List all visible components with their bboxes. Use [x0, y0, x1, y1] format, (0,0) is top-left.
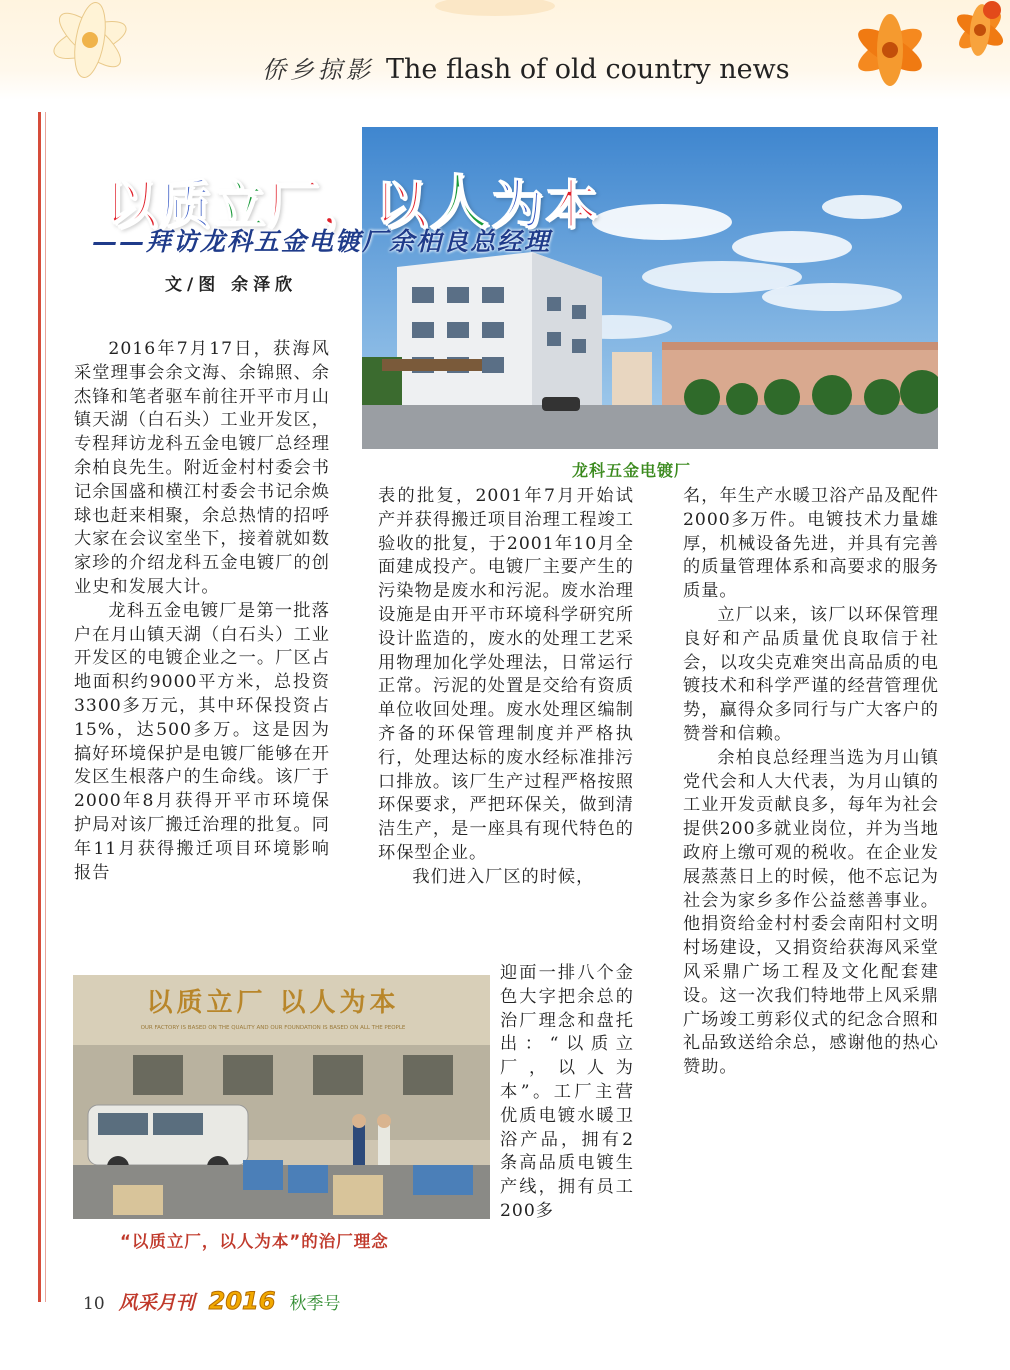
title-char: 本: [545, 176, 600, 236]
issue-year: 2016: [208, 1287, 276, 1315]
page-number: 10: [83, 1294, 105, 1314]
title-char: 为: [491, 176, 546, 236]
section-header: [262, 50, 790, 84]
article-column-1: [74, 338, 330, 885]
left-margin-rule: [38, 112, 41, 1302]
paragraph: 2016年7月17日，获海风采堂理事会余文海、余锦照、余杰锋和笔者驱车前往开平市月山镇天湖（白石头）工业开发区，专程拜访龙科五金电镀厂总经理余柏良先生。附近金村村委会书记余国盛和横江村委会书记余焕球也赶来相聚，余总热情的招呼大家在会议室坐下，接着就如数家珍的介绍龙科五金电镀厂的创业史和发展大计。: [74, 339, 330, 597]
article-column-3: [683, 485, 939, 1080]
article-byline: 文/图 余泽欣: [165, 275, 298, 295]
paragraph: 我们进入厂区的时候，: [412, 866, 595, 887]
paragraph: 龙科五金电镀厂是第一批落户在月山镇天湖（白石头）工业开发区的电镀企业之一。厂区占地面积约9000平方米，总投资3300多万元，其中环保投资占15%，达500多万。这是因为搞好环境保护是电镀厂能够在开发区生根落户的生命线。该厂于2000年8月获得开平市环境保护局对该厂搬迁治理的批复。同年11月获得搬迁项目环境影响报告: [74, 600, 330, 883]
magazine-name: 风采月刊: [118, 1292, 195, 1314]
factory-photo-caption: 龙科五金电镀厂: [572, 461, 692, 480]
paragraph: 迎面一排八个金色大字把余总的治厂理念和盘托出：“以质立厂，以人为本”。工厂主营优质电镀水暖卫浴产品，拥有2条高品质电镀生产线，拥有员工200多: [500, 963, 634, 1221]
page-footer: [83, 1287, 340, 1315]
flower-decoration-top: [420, 0, 570, 40]
slogan-photo-caption: “以质立厂，以人为本”的治厂理念: [120, 1232, 389, 1251]
section-title-en: The flash of old country news: [386, 54, 790, 85]
issue-season: 秋季号: [289, 1294, 341, 1314]
section-title-cn: 侨乡掠影: [262, 56, 374, 84]
title-char: 立: [213, 176, 268, 236]
paragraph: 表的批复，2001年7月开始试产并获得搬迁项目治理工程竣工验收的批复，于2001年10月全面建成投产。电镀厂主要产生的污染物是废水和污泥。废水治理设施是由开平市环境科学研究所设计监造的，废水的处理工艺采用物理加化学处理法，日常运行正常。污泥的处置是交给有资质单位收回处理。废水处理区编制齐备的环保管理制度并严格执行，处理达标的废水经标准排污口排放。该厂生产过程严格按照环保要求，严把环保关，做到清洁生产，是一座具有现代特色的环保型企业。: [378, 486, 634, 863]
paragraph: 余柏良总经理当选为月山镇党代会和人大代表，为月山镇的工业开发贡献良多，每年为社会提供200多就业岗位，并为当地政府上缴可观的税收。在企业发展蒸蒸日上的时候，他不忘记为社会为家乡多作公益慈善事业。他捐资给金村村委会南阳村文明村场建设，又捐资给获海风采堂风采鼎广场工程及文化配套建设。这一次我们特地带上风采鼎广场竣工剪彩仪式的纪念合照和礼品致送给余总，感谢他的热心赞助。: [683, 747, 939, 1078]
article-column-2-continued: [500, 962, 634, 1224]
title-char: 以: [105, 176, 160, 236]
flower-decoration-right: [820, 0, 1010, 100]
title-char: 人: [429, 168, 492, 238]
title-char: 以: [375, 176, 430, 236]
slogan-sign-text: 以质立厂 以人为本: [146, 988, 400, 1018]
slogan-wall-photo: [73, 975, 490, 1219]
paragraph: 名，年生产水暖卫浴产品及配件2000多万件。电镀技术力量雄厚，机械设备先进，并具有完善的质量管理体系和高要求的服务质量。: [683, 486, 939, 602]
title-char: ，: [321, 176, 376, 236]
article-column-2: [378, 485, 634, 890]
flower-decoration-left: [20, 0, 170, 100]
article-subtitle: ——拜访龙科五金电镀厂余柏良总经理: [92, 227, 552, 256]
title-char: 厂: [267, 176, 322, 236]
left-margin-rule-thin: [45, 112, 46, 1302]
slogan-sign-english: OUR FACTORY IS BASED ON THE QUALITY AND OUR FOUNDATION IS BASED ON ALL THE PEOPLE: [140, 1025, 406, 1031]
paragraph: 立厂以来，该厂以环保管理良好和产品质量优良取信于社会，以攻尖克难突出高品质的电镀技术和科学严谨的经营管理优势，赢得众多同行与广大客户的赞誉和信赖。: [683, 604, 939, 744]
title-char: 质: [159, 176, 214, 236]
